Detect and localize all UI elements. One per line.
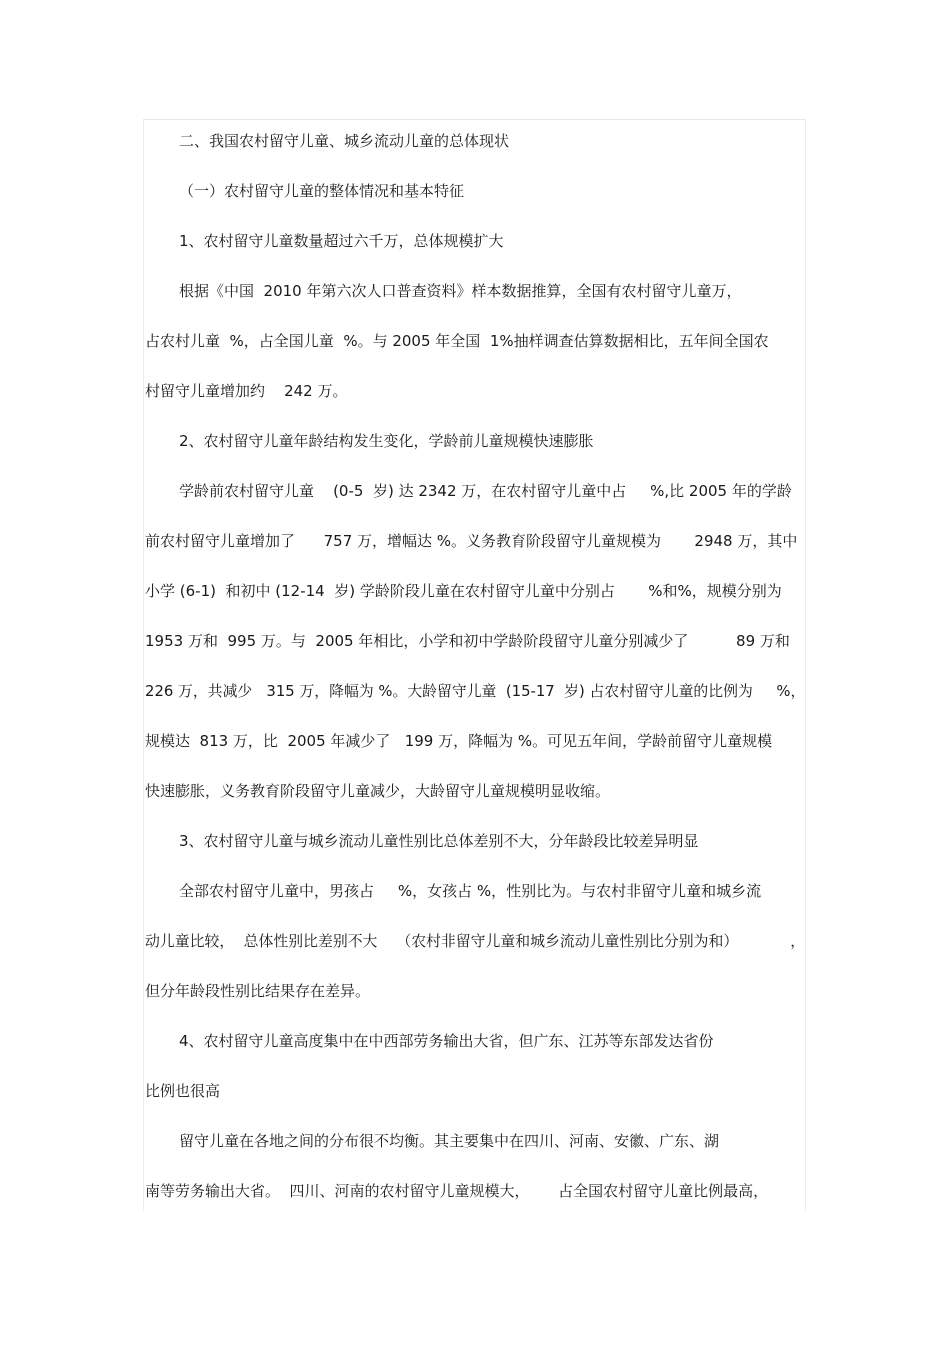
paragraph-line: 动儿童比较， 总体性别比差别不大 （农村非留守儿童和城乡流动儿童性别比分别为和） ， — [145, 932, 806, 950]
paragraph-line: 前农村留守儿童增加了 757 万，增幅达 %。义务教育阶段留守儿童规模为 2948 万，其中 — [145, 532, 798, 550]
paragraph-line: 规模达 813 万，比 2005 年减少了 199 万，降幅为 %。可见五年间，学龄前留守儿童规模 — [145, 732, 773, 750]
point-heading-4: 4、农村留守儿童高度集中在中西部劳务输出大省，但广东、江苏等东部发达省份 — [179, 1032, 714, 1050]
paragraph-line: 南等劳务输出大省。 四川、河南的农村留守儿童规模大， 占全国农村留守儿童比例最高， — [145, 1182, 769, 1200]
subsection-heading: （一）农村留守儿童的整体情况和基本特征 — [179, 182, 465, 200]
point-heading-1: 1、农村留守儿童数量超过六千万，总体规模扩大 — [179, 232, 504, 250]
paragraph-line: 根据《中国 2010 年第六次人口普查资料》样本数据推算，全国有农村留守儿童万， — [179, 282, 742, 300]
paragraph-line: 226 万，共减少 315 万，降幅为 %。大龄留守儿童 (15-17 岁) 占农村留守儿童的比例为 %， — [145, 682, 806, 700]
paragraph-line: 学龄前农村留守儿童 (0-5 岁) 达 2342 万，在农村留守儿童中占 %,比 2005 年的学龄 — [179, 482, 792, 500]
paragraph-line: 小学 (6-1) 和初中 (12-14 岁) 学龄阶段儿童在农村留守儿童中分别占 %和%，规模分别为 — [145, 582, 782, 600]
section-heading: 二、我国农村留守儿童、城乡流动儿童的总体现状 — [179, 132, 510, 150]
paragraph-line: 占农村儿童 %，占全国儿童 %。与 2005 年全国 1%抽样调查估算数据相比，五年间全国农 — [145, 332, 769, 350]
paragraph-line: 但分年龄段性别比结果存在差异。 — [145, 982, 371, 1000]
point-heading-3: 3、农村留守儿童与城乡流动儿童性别比总体差别不大，分年龄段比较差异明显 — [179, 832, 699, 850]
paragraph-line: 1953 万和 995 万。与 2005 年相比，小学和初中学龄阶段留守儿童分别减少了 89 万和 — [145, 632, 790, 650]
paragraph-line: 村留守儿童增加约 242 万。 — [145, 382, 348, 400]
point-heading-4-continued: 比例也很高 — [145, 1082, 221, 1100]
point-heading-2: 2、农村留守儿童年龄结构发生变化，学龄前儿童规模快速膨胀 — [179, 432, 594, 450]
paragraph-line: 全部农村留守儿童中，男孩占 %，女孩占 %，性别比为。与农村非留守儿童和城乡流 — [179, 882, 762, 900]
paragraph-line: 留守儿童在各地之间的分布很不均衡。其主要集中在四川、河南、安徽、广东、湖 — [179, 1132, 720, 1150]
paragraph-line: 快速膨胀，义务教育阶段留守儿童减少，大龄留守儿童规模明显收缩。 — [145, 782, 611, 800]
